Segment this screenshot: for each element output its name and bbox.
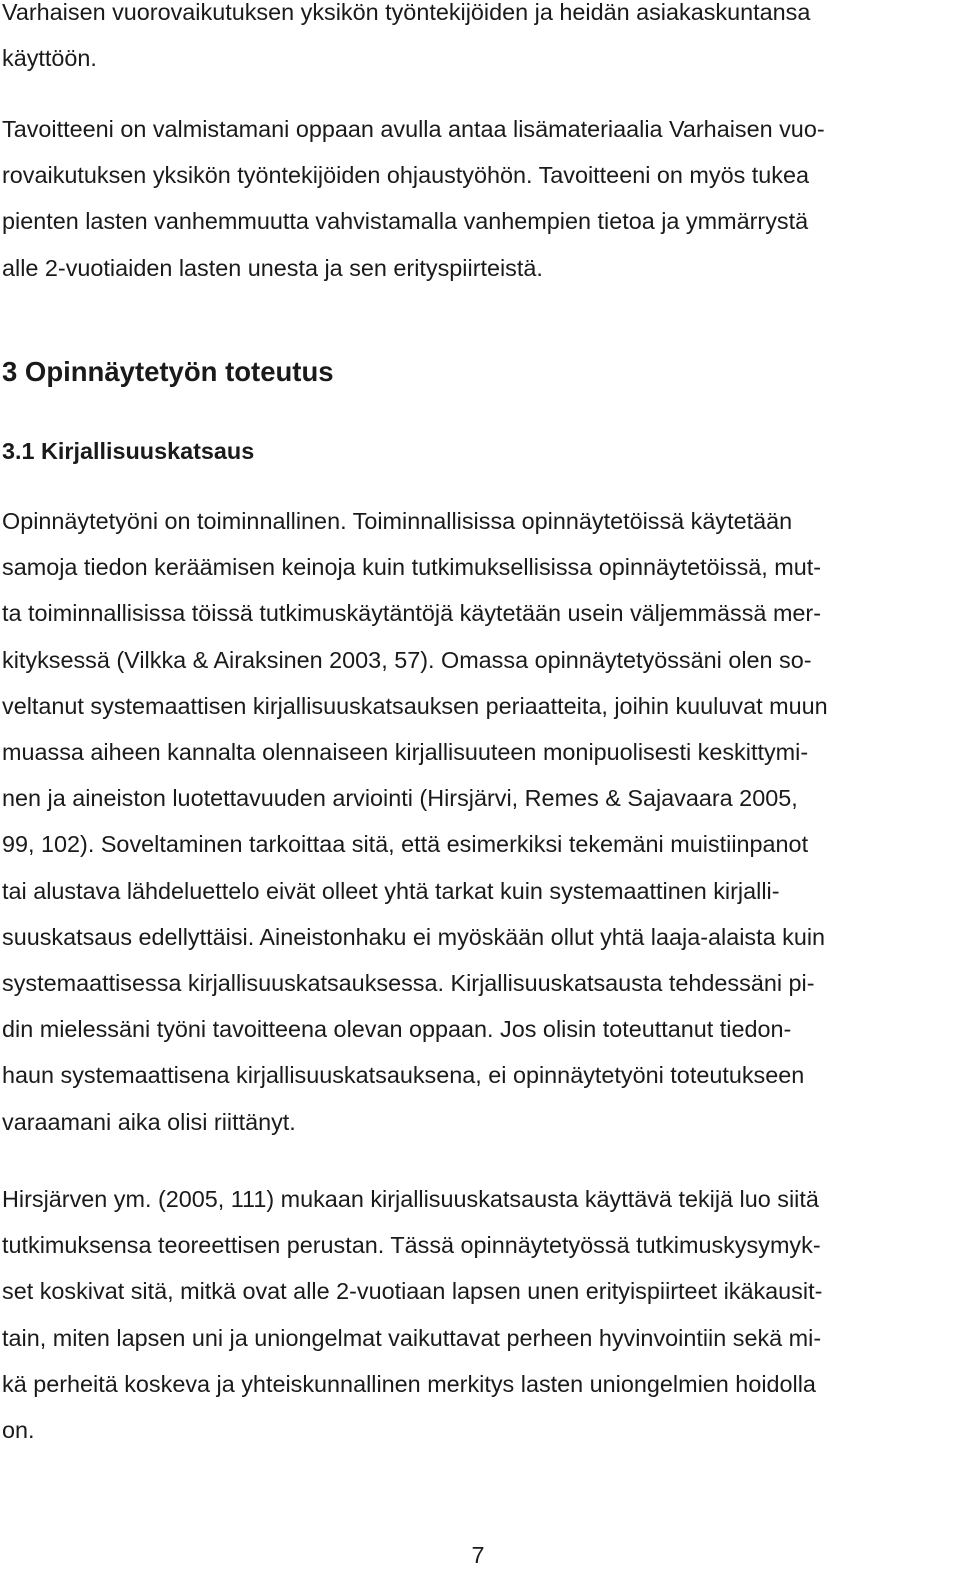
paragraph-literature-review: Opinnäytetyöni on toiminnallinen. Toiminnallisissa opinnäytetöissä käytetään samoja tiedon keräämisen keinoja kuin tutkimuksellisissa opinnäytetöissä, mut- ta toiminnallisissa töissä tutkimuskäytäntöjä käytetään usein väljemmässä mer- kityksessä (Vilkka & Airaksinen 2003, 57). Omassa opinnäytetyössäni olen so- veltanut systemaattisen kirjallisuuskatsauksen periaatteita, joihin kuuluvat muun muassa aiheen kannalta olennaiseen kirjallisuuteen monipuolisesti keskittymi- nen ja aineiston luotettavuuden arviointi (Hirsjärvi, Remes & Sajavaara 2005, 99, 102). Soveltaminen tarkoittaa sitä, että esimerkiksi tekemäni muistiinpanot tai alustava lähdeluettelo eivät olleet yhtä tarkat kuin systemaattinen kirjalli- suuskatsaus edellyttäisi. Aineistonhaku ei myöskään ollut yhtä laaja-alaista kuin systemaattisessa kirjallisuuskatsauksessa. Kirjallisuuskatsausta tehdessäni pi- din mielessäni työni tavoitteena olevan oppaan. Jos olisin toteuttanut tiedon- haun systemaattisena kirjallisuuskatsauksena, ei opinnäytetyöni toteutukseen varaamani aika olisi riittänyt. [2, 508, 828, 1135]
paragraph-intro-end: Varhaisen vuorovaikutuksen yksikön työntekijöiden ja heidän asiakaskuntansa käyttöön. [2, 0, 811, 72]
page-number [0, 1537, 960, 1573]
page-number-text: 7 [471, 1542, 485, 1568]
paragraph-goals: Tavoitteeni on valmistamani oppaan avulla antaa lisämateriaalia Varhaisen vuo- rovaikutuksen yksikön työntekijöiden ohjaustyöhön. Tavoitteeni on myös tukea pienten lasten vanhemmuutta vahvistamalla vanhempien tietoa ja ymmärrystä alle 2-vuotiaiden lasten unesta ja sen erityspiirteistä. [2, 116, 825, 281]
section-heading: 3 Opinnäytetyön toteutus [2, 356, 334, 387]
subsection-heading: 3.1 Kirjallisuuskatsaus [2, 438, 255, 464]
paragraph-research-questions: Hirsjärven ym. (2005, 111) mukaan kirjallisuuskatsausta käyttävä tekijä luo siitä tutkimuksensa teoreettisen perustan. Tässä opinnäytetyössä tutkimuskysymyk- set koskivat sitä, mitkä ovat alle 2-vuotiaan lapsen unen erityispiirteet ikäkausit- tain, miten lapsen uni ja uniongelmat vaikuttavat perheen hyvinvointiin sekä mi- kä perheitä koskeva ja yhteiskunnallinen merkitys lasten uniongelmien hoidolla on. [2, 1186, 823, 1444]
